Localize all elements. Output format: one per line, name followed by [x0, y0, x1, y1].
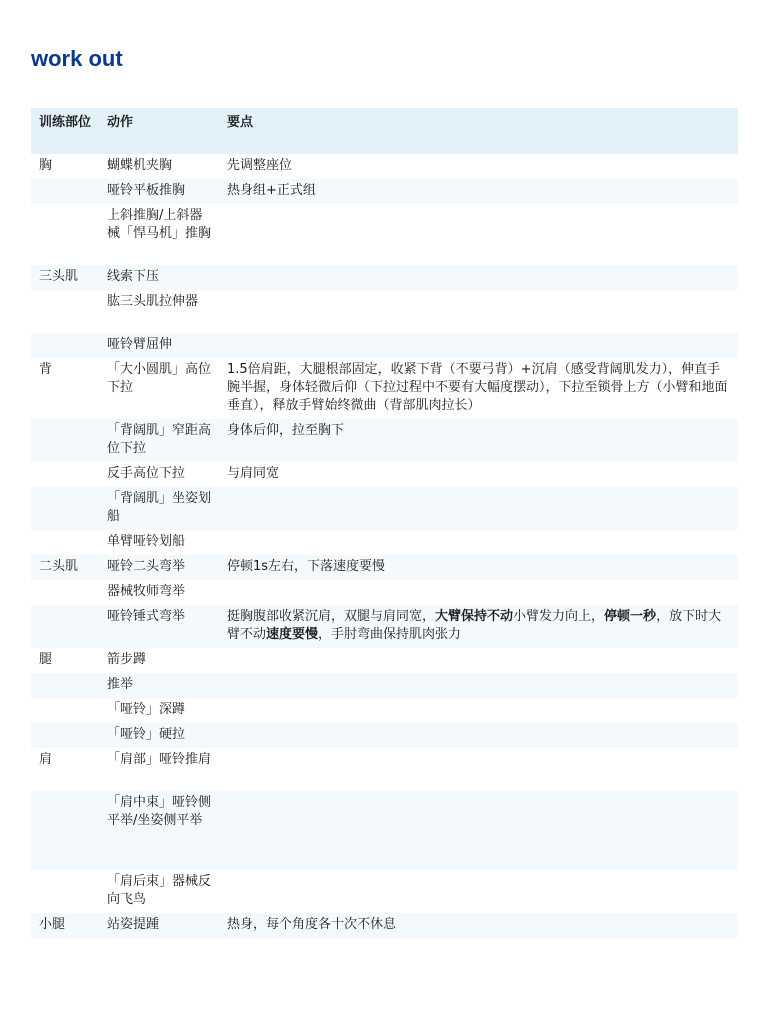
cell-body-part: [31, 870, 99, 913]
cell-action: 反手高位下拉: [107, 466, 186, 481]
cell-key-points: [219, 204, 738, 265]
table-row: [31, 419, 738, 462]
table-row: [31, 179, 738, 204]
table-row: [31, 605, 738, 648]
workout-table: [31, 108, 738, 938]
table-row: [31, 673, 738, 698]
cell-action: 蝴蝶机夹胸: [107, 158, 173, 173]
cell-key-points: [219, 791, 738, 870]
cell-action: 上斜推胸/上斜器械「悍马机」推胸: [107, 208, 212, 241]
header-action: 动作: [99, 108, 219, 154]
cell-action: 「肩中束」哑铃侧平举/坐姿侧平举: [99, 791, 219, 870]
cell-body-part: 小腿: [31, 913, 99, 938]
table-row: [31, 487, 738, 530]
table-row: [31, 698, 738, 723]
cell-body-part: [31, 462, 99, 487]
cell-key-points: [219, 648, 738, 673]
cell-key-points: 先调整座位: [227, 158, 293, 173]
cell-body-part: [31, 530, 99, 555]
note-text: ，手肘弯曲保持肌肉张力: [318, 627, 462, 642]
table-row: [31, 648, 738, 673]
cell-body-part: 胸: [39, 158, 53, 173]
cell-key-points: [219, 605, 738, 648]
table-row: [31, 580, 738, 605]
cell-key-points: 身体后仰，拉至胸下: [219, 419, 738, 462]
cell-body-part: [31, 204, 99, 265]
cell-action: 「背阔肌」窄距高位下拉: [99, 419, 219, 462]
cell-key-points: [219, 265, 738, 290]
cell-action: 器械牧师弯举: [107, 584, 186, 599]
cell-action: 推举: [99, 673, 219, 698]
cell-action: 箭步蹲: [107, 652, 147, 667]
cell-body-part: 二头肌: [31, 555, 99, 580]
note-emphasis: 停顿一秒: [604, 609, 657, 624]
cell-key-points: [219, 487, 738, 530]
table-row: [31, 358, 738, 419]
header-body-part: 训练部位: [31, 108, 99, 154]
cell-key-points: [219, 723, 738, 748]
cell-body-part: [31, 580, 99, 605]
cell-key-points: 与肩同宽: [227, 466, 280, 481]
table-row: [31, 870, 738, 913]
table-row: [31, 265, 738, 290]
page-title: work out: [31, 46, 123, 71]
table-row: [31, 723, 738, 748]
cell-key-points: [219, 290, 738, 333]
cell-action: 单臂哑铃划船: [107, 534, 186, 549]
cell-key-points: [219, 580, 738, 605]
table-row: [31, 333, 738, 358]
table-row: [31, 462, 738, 487]
cell-action: 「大小圆肌」高位下拉: [107, 362, 212, 395]
table-row: [31, 204, 738, 265]
cell-body-part: [31, 487, 99, 530]
cell-body-part: [31, 290, 99, 333]
cell-key-points: 热身组+正式组: [219, 179, 738, 204]
cell-key-points: [219, 698, 738, 723]
cell-key-points: 停顿1s左右，下落速度要慢: [219, 555, 738, 580]
cell-action: 哑铃二头弯举: [99, 555, 219, 580]
table-row: [31, 555, 738, 580]
note-emphasis: 速度要慢: [266, 627, 319, 642]
cell-key-points: 1.5倍肩距，大腿根部固定，收紧下背（不要弓背）+沉肩（感受背阔肌发力），伸直手腕半握，身体轻微后仰（下拉过程中不要有大幅度摆动），下拉至锁骨上方（小臂和地面垂直），释放手臂始终微曲（背部肌肉拉长）: [227, 362, 728, 413]
cell-body-part: [31, 698, 99, 723]
cell-key-points: 热身，每个角度各十次不休息: [219, 913, 738, 938]
note-emphasis: 大臂保持不动: [435, 609, 514, 624]
cell-body-part: 肩: [39, 752, 53, 767]
table-row: [31, 748, 738, 791]
cell-body-part: 三头肌: [31, 265, 99, 290]
cell-action: 「哑铃」深蹲: [107, 702, 186, 717]
table-row: [31, 154, 738, 179]
table-row: [31, 290, 738, 333]
note-text: ，放下时大臂不动: [227, 609, 722, 642]
table-row: [31, 791, 738, 870]
cell-action: 「肩后束」器械反向飞鸟: [107, 874, 212, 907]
table-header-row: [31, 108, 738, 154]
cell-body-part: [31, 179, 99, 204]
cell-action: 「哑铃」硬拉: [99, 723, 219, 748]
cell-action: 肱三头肌拉伸器: [107, 294, 199, 309]
table-row: [31, 913, 738, 938]
cell-key-points: [219, 748, 738, 791]
header-key-points: 要点: [219, 108, 738, 154]
cell-action: 「肩部」哑铃推肩: [107, 752, 212, 767]
cell-body-part: [31, 333, 99, 358]
cell-action: 「背阔肌」坐姿划船: [99, 487, 219, 530]
cell-action: 线索下压: [99, 265, 219, 290]
cell-body-part: [31, 723, 99, 748]
cell-body-part: [31, 791, 99, 870]
cell-body-part: [31, 419, 99, 462]
cell-key-points: [219, 870, 738, 913]
cell-key-points: [219, 673, 738, 698]
cell-body-part: [31, 673, 99, 698]
cell-key-points: [219, 333, 738, 358]
cell-action: 站姿提踵: [99, 913, 219, 938]
note-text: 挺胸腹部收紧沉肩，双腿与肩同宽，: [227, 609, 436, 624]
note-text: 小臂发力向上，: [513, 609, 605, 624]
cell-action: 哑铃臂屈伸: [99, 333, 219, 358]
table-row: [31, 530, 738, 555]
cell-action: 哑铃锤式弯举: [99, 605, 219, 648]
cell-body-part: 腿: [39, 652, 53, 667]
cell-action: 哑铃平板推胸: [99, 179, 219, 204]
cell-body-part: [31, 605, 99, 648]
cell-body-part: 背: [39, 362, 53, 377]
cell-key-points: [219, 530, 738, 555]
